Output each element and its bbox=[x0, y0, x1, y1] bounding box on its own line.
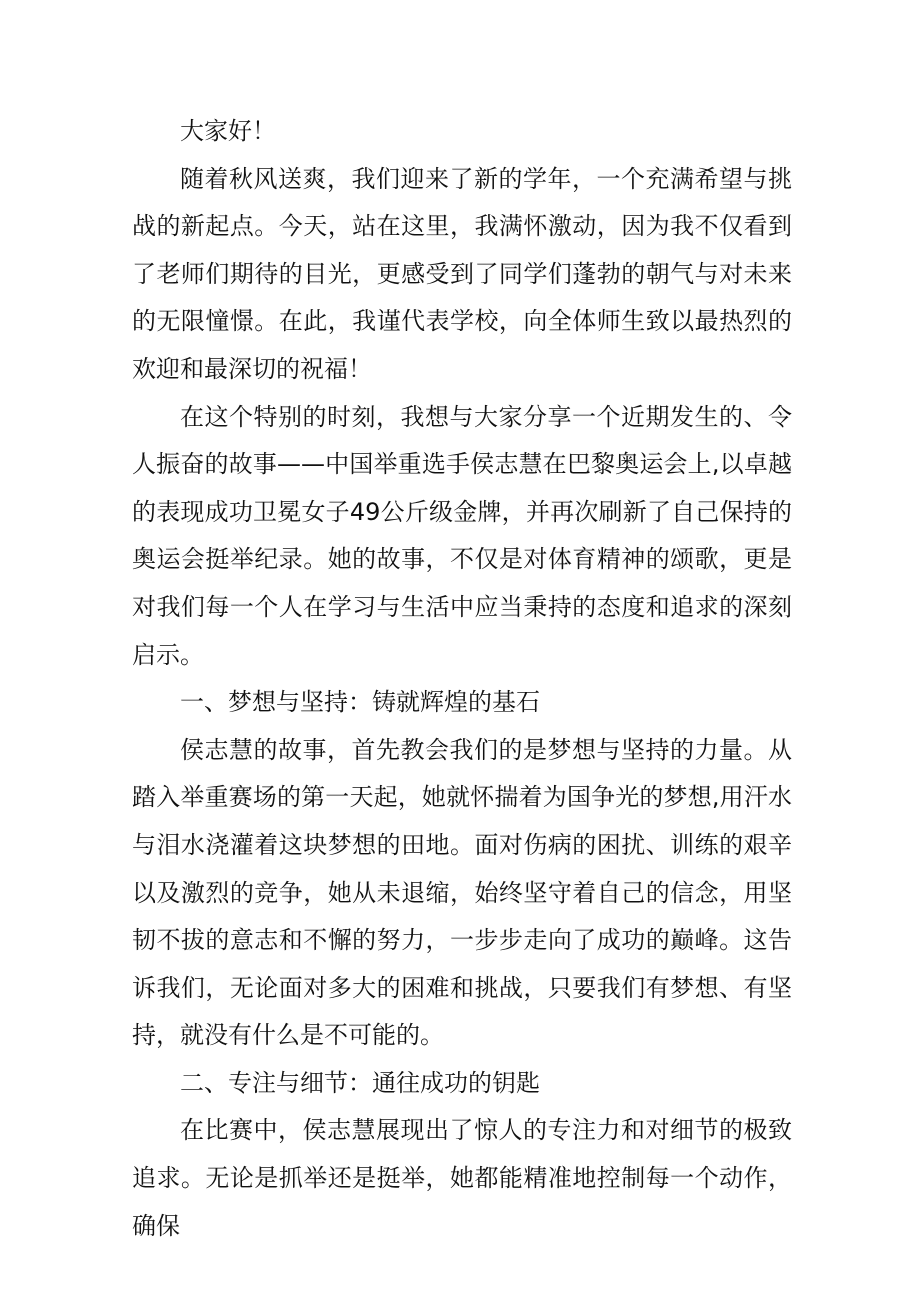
greeting-paragraph: 大家好！ bbox=[180, 117, 276, 145]
section-2-paragraph: 在比赛中，侯志慧展现出了惊人的专注力和对细节的极致追求。无论是抓举还是挺举，她都能精准地控制每一个动作，确保 bbox=[132, 1116, 792, 1240]
section-heading-1: 一、梦想与坚持：铸就辉煌的基石 bbox=[180, 688, 540, 717]
opening-paragraph: 随着秋风送爽，我们迎来了新的学年，一个充满希望与挑战的新起点。今天，站在这里，我满怀激动，因为我不仅看到了老师们期待的目光，更感受到了同学们蓬勃的朝气与对未来的无限憧憬。在此，我谨代表学校，向全体师生致以最热烈的欢迎和最深切的祝福！ bbox=[132, 164, 792, 383]
section-heading-2: 二、专注与细节：通往成功的钥匙 bbox=[180, 1068, 540, 1097]
section-1-paragraph: 侯志慧的故事，首先教会我们的是梦想与坚持的力量。从踏入举重赛场的第一天起，她就怀揣着为国争光的梦想,用汗水与泪水浇灌着这块梦想的田地。面对伤病的困扰、训练的艰辛以及激烈的竞争，她从未退缩，始终坚守着自己的信念，用坚韧不拔的意志和不懈的努力，一步步走向了成功的巅峰。这告诉我们，无论面对多大的困难和挑战，只要我们有梦想、有坚持，就没有什么是不可能的。 bbox=[132, 735, 792, 1050]
speech-body bbox=[132, 108, 792, 1250]
story-paragraph: 在这个特别的时刻，我想与大家分享一个近期发生的、令人振奋的故事——中国举重选手侯志慧在巴黎奥运会上,以卓越的表现成功卫冕女子49公斤级金牌，并再次刷新了自己保持的奥运会挺举纪录。她的故事，不仅是对体育精神的颂歌，更是对我们每一个人在学习与生活中应当秉持的态度和追求的深刻启示。 bbox=[132, 402, 792, 669]
